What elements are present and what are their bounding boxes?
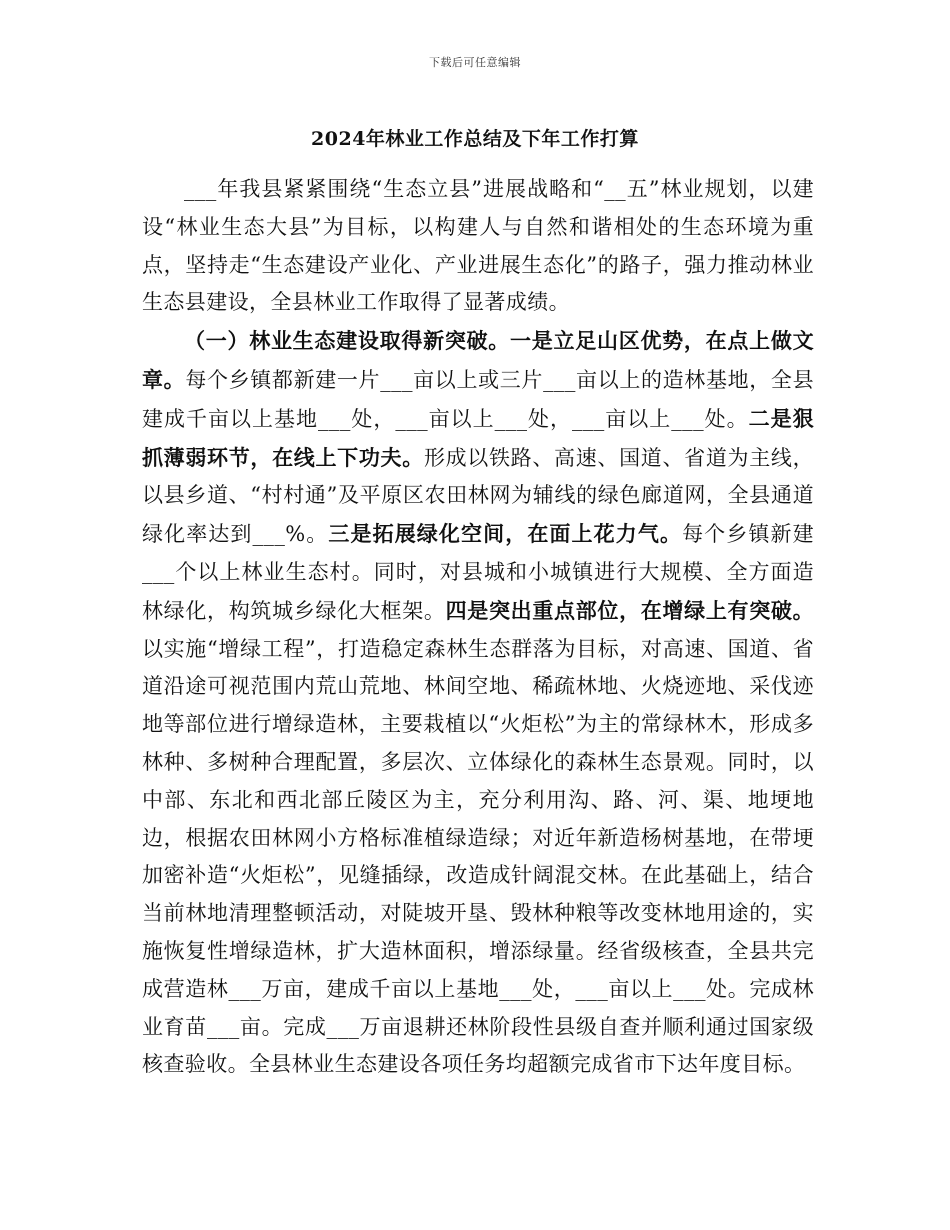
document-title: 2024年林业工作总结及下年工作打算 — [311, 128, 639, 150]
paragraph-intro — [142, 171, 814, 322]
section-heading: （一）林业生态建设取得新突破。一是立足山区优势，在点上做文章。 — [142, 328, 814, 392]
point-heading-3: 三是拓展绿化空间，在面上花力气。 — [328, 521, 683, 547]
paragraph-text: 以实施“增绿工程”，打造稳定森林生态群落为目标，对高速、国道、省道沿途可视范围内荒山荒地、林间空地、稀疏林地、火烧迹地、采伐迹地等部位进行增绿造林，主要栽植以“火炬松”为主的常绿林木，形成多林种、多树种合理配置，多层次、立体绿化的森林生态景观。同时，以中部、东北和西北部丘陵区为主，充分利用沟、路、河、渠、地埂地边，根据农田林网小方格标准植绿造绿；对近年新造杨树基地，在带埂加密补造“火炬松”，见缝插绿，改造成针阔混交林。在此基础上，结合当前林地清理整顿活动，对陡坡开垦、毁林种粮等改变林地用途的，实施恢复性增绿造林，扩大造林面积，增添绿量。经省级核查，全县共完成营造林___万亩，建成千亩以上基地___处，___亩以上___处。完成林业育苗___亩。完成___万亩退耕还林阶段性县级自查并顺利通过国家级核查验收。全县林业生态建设各项任务均超额完成省市下达年度目标。 — [142, 636, 814, 1077]
paragraph-section-1 — [142, 322, 814, 1084]
point-heading-4: 四是突出重点部位，在增绿上有突破。 — [445, 597, 814, 623]
header-note: 下载后可任意编辑 — [429, 56, 521, 69]
paragraph-text: 每个乡镇都新建一片___亩以上或三片___亩以上的造林基地，全县建成千亩以上基地___处，___亩以上___处，___亩以上___处。 — [142, 367, 814, 431]
paragraph-text: 形成以铁路、高速、国道、省道为主线，以县乡道、“村村通”及平原区农田林网为辅线的绿色廊道网，全县通道绿化率达到___%。 — [142, 445, 815, 547]
paragraph-text: ___年我县紧紧围绕“生态立县”进展战略和“__五”林业规划，以建设“林业生态大县”为目标，以构建人与自然和谐相处的生态环境为重点，坚持走“生态建设产业化、产业进展生态化”的路子，强力推动林业生态县建设，全县林业工作取得了显著成绩。 — [142, 177, 814, 315]
paragraph-text: 每个乡镇新建___个以上林业生态村。同时，对县城和小城镇进行大规模、全方面造林绿化，构筑城乡绿化大框架。 — [142, 522, 814, 623]
document-body — [142, 171, 814, 1084]
point-heading-2: 二是狠抓薄弱环节，在线上下功夫。 — [142, 405, 815, 470]
